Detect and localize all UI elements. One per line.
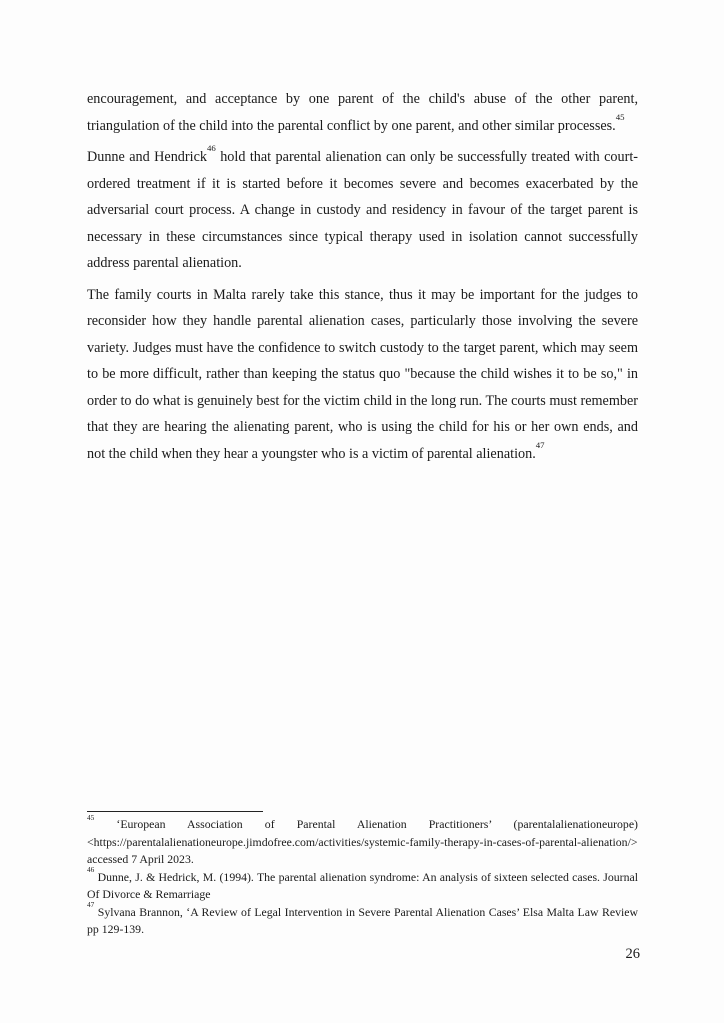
page-number: 26 bbox=[625, 946, 640, 962]
body-paragraph: encouragement, and acceptance by one parent of the child's abuse of the other parent, triangulation of the child into the parental conflict by one parent, and other similar processes.$^{45}$ bbox=[87, 91, 638, 134]
footnote-item: $^{46}$ Dunne, J. & Hedrick, M. (1994). The parental alienation syndrome: An analysis of sixteen selected cases. Journal Of Divorce & Remarriage bbox=[87, 865, 638, 901]
body-paragraph: The family courts in Malta rarely take this stance, thus it may be important for the judges to reconsider how they handle parental alienation cases, particularly those involving the severe variety. Judges must have the confidence to switch custody to the target parent, which may seem to be more difficult, rather than keeping the status quo "because the child wishes it to be so," in order to do what is genuinely best for the victim child in the long run. The courts must remember that they are hearing the alienating parent, who is using the child for his or her own ends, and not the child when they hear a youngster who is a victim of parental alienation.$^{47}$ bbox=[87, 286, 638, 462]
footnote-marker: 45 bbox=[87, 812, 95, 822]
footnote-item: $^{45}$ ‘European Association of Parental Alienation Practitioners’ (parentalalienationeurope) <https://parentalalienationeurope.jimdofree.com/activities/systemic-family-therapy-in-cases-of-parental-alienation/> accessed 7 April 2023. bbox=[87, 812, 638, 866]
footnote-separator bbox=[87, 811, 263, 812]
body-paragraph: Dunne and Hendrick$^{46}$ hold that parental alienation can only be successfully treated with court-ordered treatment if it is started before it becomes severe and becomes exacerbated by the adversarial court process. A change in custody and residency in favour of the target parent is necessary in these circumstances since typical therapy used in isolation cannot successfully address parental alienation. bbox=[87, 143, 638, 271]
footnote-marker: 47 bbox=[87, 900, 95, 910]
footnote-item: $^{47}$ Sylvana Brannon, ‘A Review of Legal Intervention in Severe Parental Alienation Cases’ Elsa Malta Law Review pp 129-139. bbox=[87, 900, 638, 936]
document-body bbox=[87, 86, 638, 472]
footnote-reference: 45 bbox=[615, 111, 625, 122]
footnote-reference: 46 bbox=[206, 143, 216, 154]
footnote-marker: 46 bbox=[87, 865, 95, 875]
footnotes-section bbox=[87, 806, 638, 939]
footnote-reference: 47 bbox=[535, 439, 545, 450]
footnote-list bbox=[87, 812, 638, 939]
